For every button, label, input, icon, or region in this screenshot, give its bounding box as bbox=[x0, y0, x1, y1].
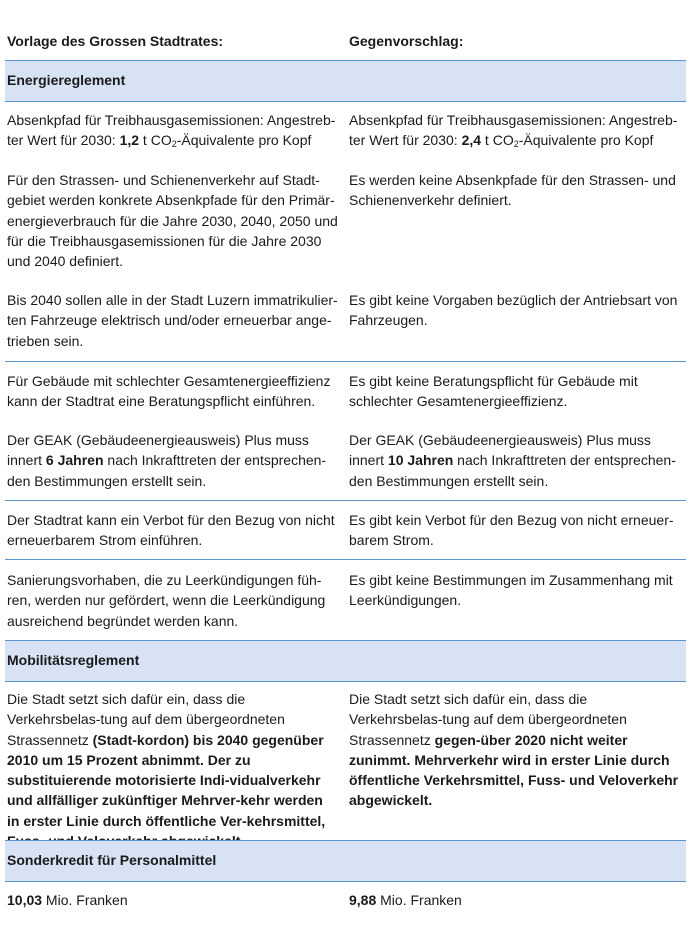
fahrzeuge-right: Es gibt keine Vorgaben bezüglich der Antriebsart von Fahrzeugen. bbox=[349, 292, 678, 329]
strom-right: Es gibt kein Verbot für den Bezug von nicht erneuer-barem Strom. bbox=[349, 512, 674, 549]
section-energiereglement bbox=[5, 60, 686, 102]
verkehr-left: Für den Strassen- und Schienenverkehr auf Stadt-gebiet werden konkrete Absenkpfade für den Primär-energieverbrauch für die Jahre 2030, 2040, 2050 und für die Treibhausgasemissionen für die Jahre 2030 und 2040 definiert. bbox=[7, 172, 338, 270]
absenkpfad-left: Absenkpfad für Treibhausgasemissionen: Angestreb-ter Wert für 2030: 1,2 t $CO_2$-Äquivalente pro Kopf bbox=[7, 112, 336, 150]
fahrzeuge-left: Bis 2040 sollen alle in der Stadt Luzern immatrikulier-ten Fahrzeuge elektrisch und/oder erneuerbar ange-trieben sein. bbox=[7, 292, 338, 349]
sanierung-right: Es gibt keine Bestimmungen im Zusammenhang mit Leerkündigungen. bbox=[349, 572, 673, 609]
kredit-right: 9,88 Mio. Franken bbox=[349, 892, 462, 908]
section-title: Sonderkredit für Personalmittel bbox=[7, 852, 217, 868]
row-divider bbox=[5, 500, 686, 501]
row-divider bbox=[5, 361, 686, 362]
mobilitaet-right: Die Stadt setzt sich dafür ein, dass die Verkehrsbelas-tung auf dem übergeordneten Strassennetz gegen-über 2020 nicht weiter zunimmt. Mehrverkehr wird in erster Linie durch öffentliche Verkehrsmittel, Fuss- und Veloverkehr abgewickelt. bbox=[349, 691, 679, 809]
section-sonderkredit bbox=[5, 840, 686, 882]
strom-left: Der Stadtrat kann ein Verbot für den Bezug von nicht erneuerbarem Strom einführen. bbox=[7, 512, 335, 549]
absenkpfad-right: Absenkpfad für Treibhausgasemissionen: Angestreb-ter Wert für 2030: 2,4 t $CO_2$-Äquivalente pro Kopf bbox=[349, 112, 678, 150]
section-title: Energiereglement bbox=[7, 72, 126, 88]
sanierung-left: Sanierungsvorhaben, die zu Leerkündigungen füh-ren, werden nur gefördert, wenn die Leerkündigung ausreichend begründet werden kann. bbox=[7, 572, 326, 629]
row-divider bbox=[5, 559, 686, 560]
geak-left: Der GEAK (Gebäudeenergieausweis) Plus muss innert 6 Jahren nach Inkrafttreten der entsprechen-den Bestimmungen erstellt sein. bbox=[7, 432, 327, 489]
mobilitaet-left: Die Stadt setzt sich dafür ein, dass die Verkehrsbelas-tung auf dem übergeordneten Strassennetz (Stadt-kordon) bis 2040 gegenüber 2010 um 15 Prozent abnimmt. Der zu substituierende motorisierte Indi-vidualverkehr und allfälliger zukünftiger Mehrver-kehr werden in erster Linie durch öffentliche Ver-kehrsmittel, bbox=[7, 691, 326, 829]
section-title: Mobilitätsreglement bbox=[7, 652, 140, 668]
beratung-right: Es gibt keine Beratungspflicht für Gebäude mit schlechter Gesamtenergieeffizienz. bbox=[349, 373, 638, 410]
header-right: Gegenvorschlag: bbox=[349, 33, 464, 49]
kredit-left: 10,03 Mio. Franken bbox=[7, 892, 128, 908]
geak-right: Der GEAK (Gebäudeenergieausweis) Plus muss innert 10 Jahren nach Inkrafttreten der entsprechen-den Bestimmungen erstellt sein. bbox=[349, 432, 676, 489]
section-mobilitaetsreglement bbox=[5, 640, 686, 682]
beratung-left: Für Gebäude mit schlechter Gesamtenergieeffizienz kann der Stadtrat eine Beratungspflicht einführen. bbox=[7, 373, 331, 410]
verkehr-right: Es werden keine Absenkpfade für den Strassen- und Schienenverkehr definiert. bbox=[349, 172, 676, 209]
header-left: Vorlage des Grossen Stadtrates: bbox=[7, 33, 224, 49]
